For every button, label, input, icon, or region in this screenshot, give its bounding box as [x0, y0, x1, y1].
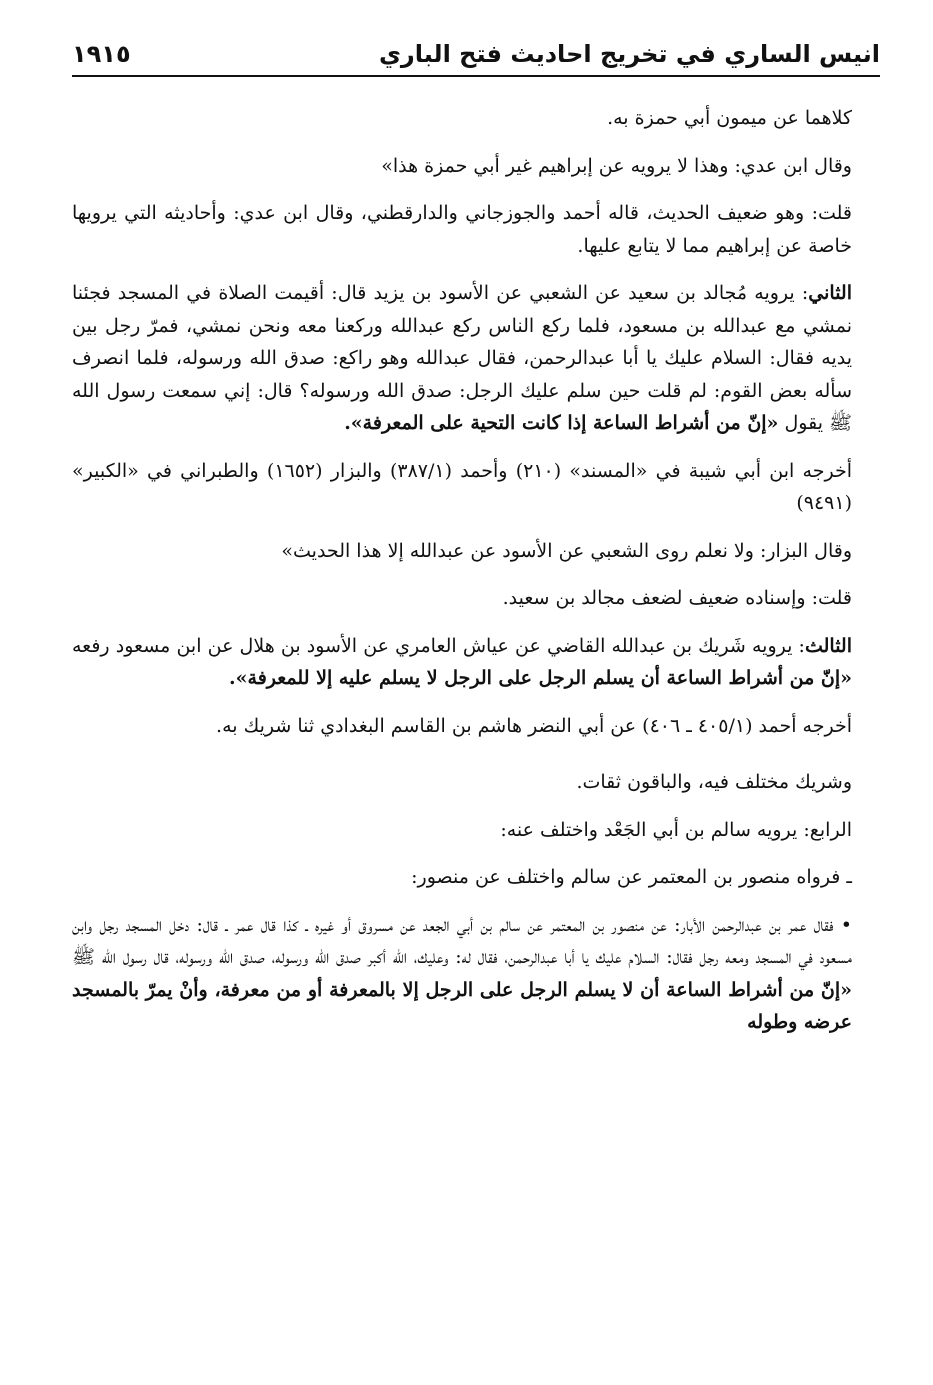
hadith-quote-3: «إنّ من أشراط الساعة أن لا يسلم الرجل على الرجل إلا بالمعرفة أو من معرفة، وأنْ يمرّ بالمسجد عرضه وطوله	[72, 978, 852, 1033]
page-header	[72, 28, 880, 80]
paragraph-10: وشريك مختلف فيه، والباقون ثقات.	[576, 771, 852, 793]
paragraph-8	[72, 630, 880, 695]
paragraph-5: أخرجه ابن أبي شيبة في «المسند» (٢١٠) وأحمد (٣٨٧/١) والبزار (١٦٥٢) والطبراني في «الكبير» (٩٤٩١)	[72, 459, 852, 514]
section-lead-second: الثاني	[808, 282, 852, 304]
book-page	[72, 28, 880, 1358]
section-lead-third: الثالث	[804, 634, 852, 657]
paragraph-6: وقال البزار: ولا نعلم روى الشعبي عن الأسود عن عبدالله إلا هذا الحديث»	[281, 539, 852, 562]
header-divider	[72, 75, 880, 77]
paragraph-12: ـ فرواه منصور بن المعتمر عن سالم واختلف عن منصور:	[411, 866, 852, 888]
paragraph-13	[72, 909, 880, 1039]
page-number: ١٩١٥	[72, 40, 131, 68]
paragraph-4-text: : يرويه مُجالد بن سعيد عن الشعبي عن الأسود بن يزيد قال: أقيمت الصلاة في المسجد فجئنا نمشي مع عبدالله بن مسعود، فلما ركع الناس ركع عبدالله وركعنا معه ونحن نمشي، فمرّ رجل بين يديه فقال: السلام عليك يا أبا عبدالرحمن، فقال عبدالله وهو راكع: صدق الله ورسوله، فلما انصرف سأله بعض القوم: لم قلت حين سلم عليك الرجل: صدق الله ورسوله؟ قال: إني سمعت رسول الله ﷺ يقول	[72, 282, 852, 434]
paragraph-13-text: • فقال عمر بن عبدالرحمن الأبار: عن منصور بن المعتمر عن سالم بن أبي الجعد عن مسروق أو غيره ـ كذا قال عمر ـ قال: دخل المسجد رجل وابن مسعود في المسجد ومعه رجل فقال: السلام عليك يا أبا عبدالرحمن، فقال له: وعليك، الله أكبر صدق الله ورسوله، صدق الله ورسوله، قال رسول الله ﷺ	[72, 913, 853, 968]
paragraph-11: الرابع: يرويه سالم بن أبي الجَعْد واختلف عنه:	[500, 818, 852, 841]
paragraph-9: أخرجه أحمد (٤٠٥/١ ـ ٤٠٦) عن أبي النضر هاشم بن القاسم البغدادي ثنا شريك به.	[216, 714, 852, 737]
paragraph-4	[72, 277, 880, 440]
hadith-quote-2: «إنّ من أشراط الساعة أن يسلم الرجل على الرجل لا يسلم عليه إلا للمعرفة».	[229, 667, 852, 689]
page-body	[72, 102, 880, 1039]
paragraph-3: قلت: وهو ضعيف الحديث، قاله أحمد والجوزجاني والدارقطني، وقال ابن عدي: وأحاديثه التي يرويها خاصة عن إبراهيم مما لا يتابع عليها.	[72, 202, 852, 257]
paragraph-1: كلاهما عن ميمون أبي حمزة به.	[607, 107, 852, 129]
paragraph-8-text: : يرويه شَريك بن عبدالله القاضي عن عياش العامري عن الأسود بن هلال عن ابن مسعود رفعه	[72, 634, 805, 657]
paragraph-2: وقال ابن عدي: وهذا لا يرويه عن إبراهيم غير أبي حمزة هذا»	[381, 154, 852, 177]
running-title: انيس الساري في تخريج احاديث فتح الباري	[378, 40, 880, 68]
paragraph-7: قلت: وإسناده ضعيف لضعف مجالد بن سعيد.	[502, 587, 852, 609]
hadith-quote-1: «إنّ من أشراط الساعة إذا كانت التحية على المعرفة».	[344, 412, 779, 434]
